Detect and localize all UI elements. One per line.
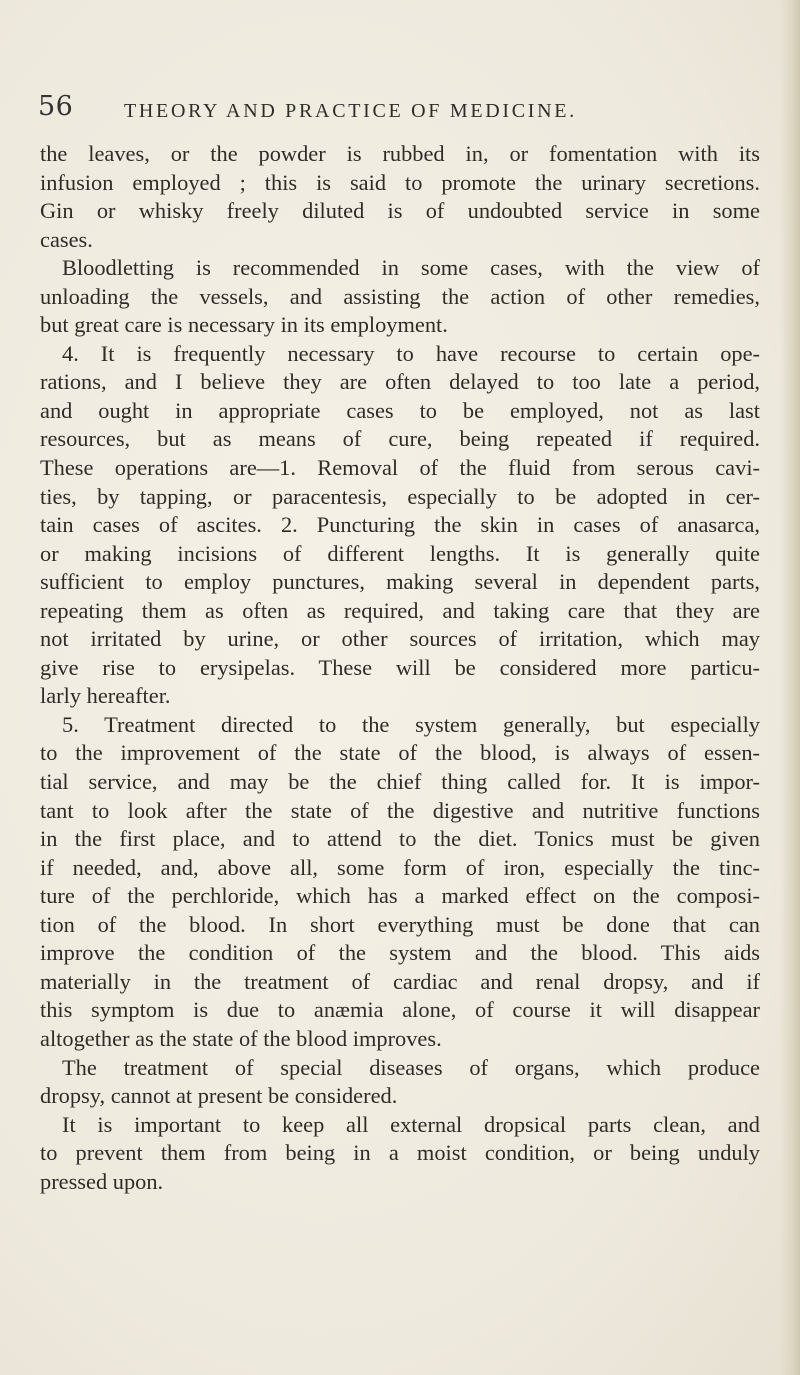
running-head: THEORY AND PRACTICE OF MEDICINE. <box>124 100 577 122</box>
text-line: dropsy, cannot at present be considered. <box>40 1083 398 1109</box>
text-line: if needed, and, above all, some form of iron, especially the tinc- <box>40 854 760 880</box>
body-text <box>40 140 760 1196</box>
text-line: unloading the vessels, and assisting the action of other remedies, <box>40 283 760 309</box>
text-line: give rise to erysipelas. These will be considered more particu- <box>40 654 760 680</box>
text-line: 5. Treatment directed to the system generally, but especially <box>62 711 760 737</box>
text-line: tion of the blood. In short everything must be done that can <box>40 911 760 937</box>
page-edge-shadow <box>780 0 800 1375</box>
text-line: rations, and I believe they are often delayed to too late a period, <box>40 369 760 395</box>
page-header <box>38 92 778 132</box>
text-line: and ought in appropriate cases to be employed, not as last <box>40 397 760 423</box>
text-line: larly hereafter. <box>40 683 171 709</box>
text-line: this symptom is due to anæmia alone, of course it will disappear <box>40 997 760 1023</box>
text-line: resources, but as means of cure, being repeated if required. <box>40 426 760 452</box>
text-line: tial service, and may be the chief thing called for. It is impor- <box>40 769 760 795</box>
text-line: or making incisions of different lengths. It is generally quite <box>40 540 760 566</box>
text-line: improve the condition of the system and the blood. This aids <box>40 940 760 966</box>
text-line: tant to look after the state of the digestive and nutritive functions <box>40 797 760 823</box>
text-line: the leaves, or the powder is rubbed in, or fomentation with its <box>40 141 760 166</box>
text-line: cases. <box>40 226 93 252</box>
text-line: to prevent them from being in a moist condition, or being unduly <box>40 1140 760 1166</box>
text-line: 4. It is frequently necessary to have recourse to certain ope- <box>62 340 760 366</box>
page-number: 56 <box>38 91 74 122</box>
text-line: repeating them as often as required, and taking care that they are <box>40 597 760 623</box>
text-line: materially in the treatment of cardiac and renal dropsy, and if <box>40 968 760 994</box>
text-line: in the first place, and to attend to the diet. Tonics must be given <box>40 826 760 852</box>
text-line: not irritated by urine, or other sources of irritation, which may <box>40 626 760 652</box>
text-line: Gin or whisky freely diluted is of undoubted service in some <box>40 198 760 224</box>
text-line: sufficient to employ punctures, making several in dependent parts, <box>40 569 760 595</box>
text-line: ture of the perchloride, which has a marked effect on the composi- <box>40 883 760 909</box>
text-line: tain cases of ascites. 2. Puncturing the skin in cases of anasarca, <box>40 512 760 538</box>
text-line: pressed upon. <box>40 1168 164 1194</box>
text-line: Bloodletting is recommended in some cases, with the view of <box>62 255 760 281</box>
text-line: The treatment of special diseases of organs, which produce <box>62 1054 760 1080</box>
text-line: It is important to keep all external dropsical parts clean, and <box>62 1111 760 1137</box>
text-line: to the improvement of the state of the blood, is always of essen- <box>40 740 760 766</box>
text-line: altogether as the state of the blood improves. <box>40 1025 442 1051</box>
text-line: but great care is necessary in its employment. <box>40 312 448 338</box>
text-line: infusion employed ; this is said to promote the urinary secretions. <box>40 169 760 195</box>
text-line: ties, by tapping, or paracentesis, especially to be adopted in cer- <box>40 483 760 509</box>
text-line: These operations are—1. Removal of the fluid from serous cavi- <box>40 455 760 481</box>
